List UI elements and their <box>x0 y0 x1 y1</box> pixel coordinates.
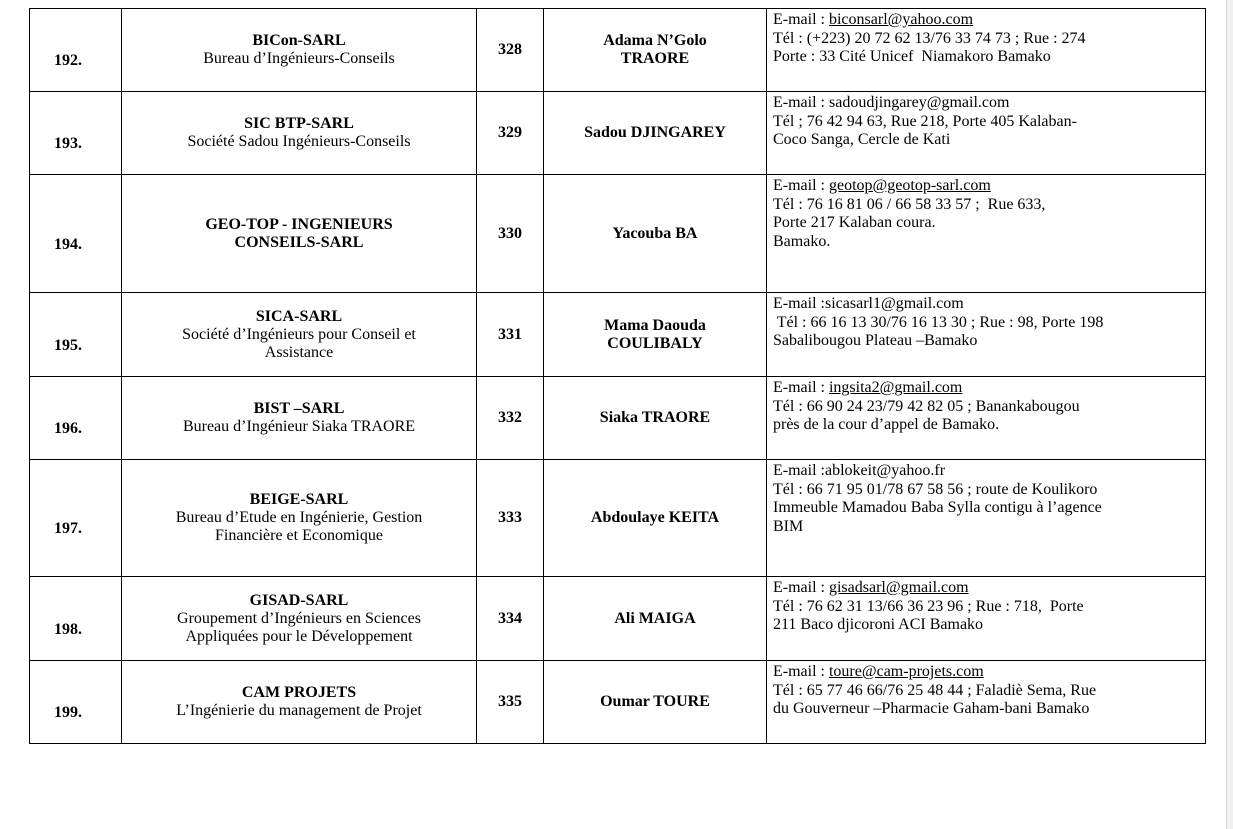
page-edge-strip <box>1226 0 1233 829</box>
registration-code: 329 <box>477 92 544 175</box>
contact-cell <box>767 9 1206 92</box>
email-address: sicasarl1@gmail.com <box>824 295 964 312</box>
email-line <box>773 177 1203 196</box>
row-number: 196. <box>54 420 82 437</box>
registration-code: 330 <box>477 175 544 293</box>
manager-cell <box>544 175 767 293</box>
email-label: E-mail : <box>773 177 829 194</box>
email-label: E-mail : <box>773 663 829 680</box>
table-row <box>30 293 1206 377</box>
firm-description-line: Groupement d’Ingénieurs en Sciences <box>177 609 421 627</box>
manager-name-line: Sadou DJINGAREY <box>584 124 726 141</box>
firm-description: L’Ingénierie du management de Projet <box>176 702 422 719</box>
firm-name-line: GEO-TOP - INGENIEURS <box>205 215 393 233</box>
email-address[interactable]: ingsita2@gmail.com <box>828 379 963 396</box>
firm-cell <box>122 9 477 92</box>
row-number: 194. <box>54 235 82 253</box>
contact-line: Coco Sanga, Cercle de Kati <box>773 131 951 149</box>
firm-description: Société Sadou Ingénieurs-Conseils <box>187 133 411 150</box>
firm-name: SIC BTP-SARL <box>244 115 354 132</box>
contact-cell <box>767 92 1206 175</box>
contact-line: 211 Baco djicoroni ACI Bamako <box>773 616 984 634</box>
manager-cell <box>544 577 767 661</box>
table-row <box>30 175 1206 293</box>
email-line <box>773 462 1203 481</box>
email-label: E-mail : <box>773 579 829 596</box>
manager-cell <box>544 377 767 460</box>
manager-name-line: TRAORE <box>620 50 690 67</box>
email-label: E-mail : <box>773 462 825 479</box>
contact-cell <box>767 460 1206 577</box>
row-number: 192. <box>54 52 82 69</box>
contact-line: Immeuble Mamadou Baba Sylla contigu à l’agence <box>773 499 1102 517</box>
email-line <box>773 579 1203 598</box>
firm-cell <box>122 377 477 460</box>
row-number-cell <box>30 661 122 744</box>
table-row <box>30 460 1206 577</box>
contact-cell <box>767 661 1206 744</box>
contact-line: Tél : (+223) 20 72 62 13/76 33 74 73 ; Rue : 274 <box>773 29 1086 47</box>
firm-description: Bureau d’Ingénieur Siaka TRAORE <box>182 418 416 435</box>
row-number-cell <box>30 175 122 293</box>
firm-cell <box>122 92 477 175</box>
contact-line: près de la cour d’appel de Bamako. <box>773 416 1000 434</box>
manager-cell <box>544 661 767 744</box>
email-label: E-mail : <box>773 295 825 312</box>
firm-description-line: Appliquées pour le Développement <box>185 627 413 645</box>
contact-cell <box>767 175 1206 293</box>
email-label: E-mail : <box>773 379 829 396</box>
email-line <box>773 663 1203 682</box>
contact-cell <box>767 577 1206 661</box>
manager-cell <box>544 293 767 377</box>
registration-code: 331 <box>477 293 544 377</box>
manager-name-line: Mama Daouda <box>604 316 706 334</box>
email-address[interactable]: geotop@geotop-sarl.com <box>828 177 991 194</box>
registration-code: 334 <box>477 577 544 661</box>
contact-line: Tél : 66 16 13 30/76 16 13 30 ; Rue : 98, Porte 198 <box>773 313 1104 331</box>
email-address: sadoudjingarey@gmail.com <box>828 94 1010 111</box>
row-number-cell <box>30 293 122 377</box>
manager-cell <box>544 9 767 92</box>
firm-description-line: Société d’Ingénieurs pour Conseil et <box>182 325 416 343</box>
firm-description: Bureau d’Ingénieurs-Conseils <box>203 50 395 67</box>
email-line <box>773 379 1203 398</box>
contact-cell <box>767 293 1206 377</box>
row-number: 199. <box>54 704 82 721</box>
email-line <box>773 295 1203 314</box>
firm-description-line: Assistance <box>264 343 334 361</box>
row-number: 195. <box>54 336 82 354</box>
contact-line: Tél ; 76 42 94 63, Rue 218, Porte 405 Kalaban- <box>773 112 1077 130</box>
email-address: ablokeit@yahoo.fr <box>824 462 946 479</box>
email-label: E-mail : <box>773 94 829 111</box>
manager-name-line: COULIBALY <box>607 334 703 352</box>
contact-line: Tél : 76 62 31 13/66 36 23 96 ; Rue : 718, Porte <box>773 597 1084 615</box>
manager-name-line: Oumar TOURE <box>600 693 710 710</box>
row-number-cell <box>30 92 122 175</box>
firm-name: BEIGE-SARL <box>249 491 349 508</box>
table-row <box>30 377 1206 460</box>
email-line <box>773 94 1203 113</box>
registration-code: 333 <box>477 460 544 577</box>
contact-line: Tél : 66 71 95 01/78 67 58 56 ; route de Koulikoro <box>773 480 1098 498</box>
row-number: 198. <box>54 620 82 638</box>
firm-name: GISAD-SARL <box>249 591 349 609</box>
table-row <box>30 577 1206 661</box>
manager-name-line: Ali MAIGA <box>614 609 696 627</box>
email-line <box>773 11 1203 30</box>
contact-cell <box>767 377 1206 460</box>
table-row <box>30 92 1206 175</box>
email-address[interactable]: biconsarl@yahoo.com <box>828 11 974 28</box>
contact-line: Tél : 66 90 24 23/79 42 82 05 ; Banankabougou <box>773 397 1080 415</box>
manager-name-line: Yacouba BA <box>612 224 698 242</box>
firm-name: BIST –SARL <box>253 400 345 417</box>
firm-name: BICon-SARL <box>252 32 346 49</box>
row-number-cell <box>30 577 122 661</box>
firm-name-line: CONSEILS-SARL <box>234 233 364 251</box>
contact-line: Bamako. <box>773 232 831 250</box>
manager-cell <box>544 92 767 175</box>
email-label: E-mail : <box>773 11 829 28</box>
contact-line: BIM <box>773 517 804 535</box>
contact-line: Tél : 76 16 81 06 / 66 58 33 57 ; Rue 633, <box>773 195 1046 213</box>
contact-line: Tél : 65 77 46 66/76 25 48 44 ; Faladiè Sema, Rue <box>773 681 1097 699</box>
contact-line: Sabalibougou Plateau –Bamako <box>773 332 978 350</box>
table-row <box>30 661 1206 744</box>
firm-cell <box>122 293 477 377</box>
row-number-cell <box>30 377 122 460</box>
firm-description-line: Financière et Economique <box>215 527 383 544</box>
firm-cell <box>122 577 477 661</box>
firm-name: CAM PROJETS <box>241 684 357 701</box>
firm-cell <box>122 460 477 577</box>
firm-name: SICA-SARL <box>255 307 343 325</box>
row-number-cell <box>30 9 122 92</box>
firm-cell <box>122 661 477 744</box>
table-row <box>30 9 1206 92</box>
contact-line: Porte 217 Kalaban coura. <box>773 214 936 232</box>
row-number-cell <box>30 460 122 577</box>
row-number: 193. <box>54 135 82 152</box>
manager-name-line: Abdoulaye KEITA <box>590 509 720 526</box>
contact-line: Porte : 33 Cité Unicef Niamakoro Bamako <box>773 48 1051 66</box>
firm-description-line: Bureau d’Etude en Ingénierie, Gestion <box>175 509 423 526</box>
registration-code: 335 <box>477 661 544 744</box>
email-address[interactable]: toure@cam-projets.com <box>828 663 984 680</box>
row-number: 197. <box>54 520 82 537</box>
manager-name-line: Adama N’Golo <box>603 32 707 49</box>
email-address[interactable]: gisadsarl@gmail.com <box>828 579 969 596</box>
manager-name-line: Siaka TRAORE <box>599 409 711 426</box>
contact-line: du Gouverneur –Pharmacie Gaham-bani Bamako <box>773 700 1090 718</box>
firm-cell <box>122 175 477 293</box>
manager-cell <box>544 460 767 577</box>
registration-code: 328 <box>477 9 544 92</box>
firms-table <box>29 8 1206 744</box>
registration-code: 332 <box>477 377 544 460</box>
